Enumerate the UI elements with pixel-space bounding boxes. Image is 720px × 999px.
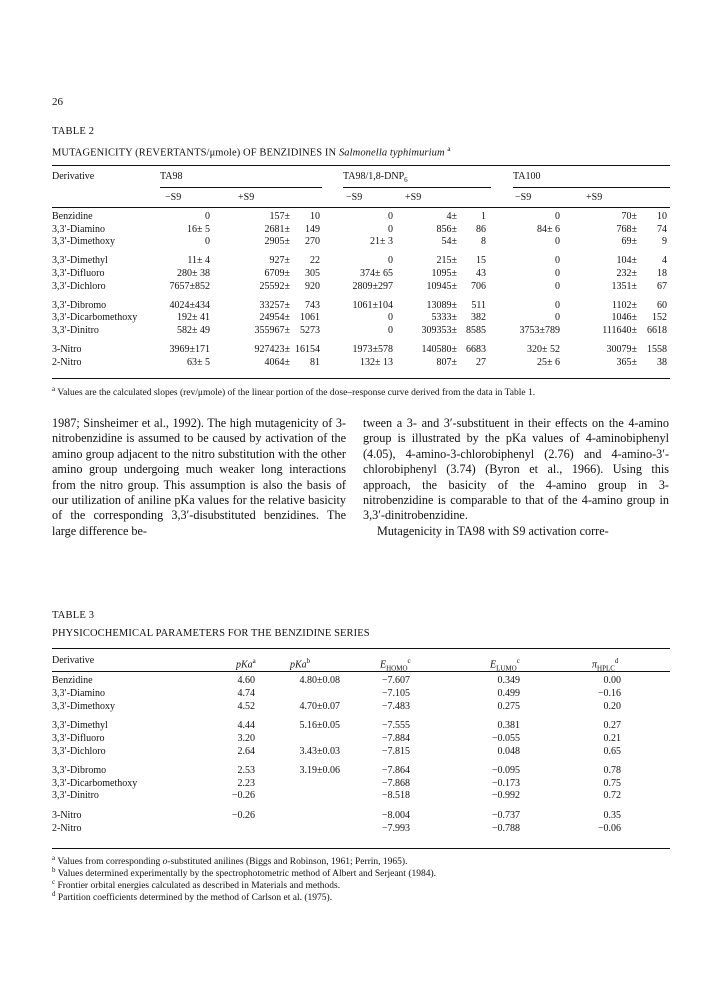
table3-cell-pka-a: 4.74 xyxy=(237,687,255,699)
table2-cell-ta100-plus-err: 152 xyxy=(652,312,667,324)
table2-cell-dnp-plus-err: 27 xyxy=(476,356,486,368)
table2-cell-ta100-minus: 0 xyxy=(555,211,560,222)
table3-row-name: 3,3′-Dimethyl xyxy=(52,719,108,731)
table3-cell-pi: 0.65 xyxy=(603,745,621,757)
table2-cell-dnp-minus: 21± 3 xyxy=(370,236,393,248)
table2-cell-dnp-plus-err: 15 xyxy=(476,255,486,267)
table2-cell-ta100-plus-err: 9 xyxy=(662,236,667,248)
table3-cell-ehomo: −7.864 xyxy=(381,764,410,776)
table2-cell-ta100-minus: 320± 52 xyxy=(527,343,560,355)
table2-cell-ta100-plus-err: 1558 xyxy=(647,343,667,355)
table2-cell-ta98-plus-err: 305 xyxy=(305,267,320,279)
table2-label: TABLE 2 xyxy=(52,126,95,137)
table2-cell-ta100-minus: 0 xyxy=(555,280,560,292)
table2-cell-ta98-minus: 192± 41 xyxy=(177,312,210,324)
table3-cell-pka-a: −0.26 xyxy=(231,809,255,821)
table3-cell-elumo: 0.381 xyxy=(497,719,520,731)
table2-row-name: 3,3′-Diamino xyxy=(52,223,106,235)
table3-cell-pka-a: 4.60 xyxy=(237,675,255,686)
table2-header-ta98-minus: −S9 xyxy=(165,192,182,203)
body-right-paragraph-1: tween a 3- and 3′-substituent in their effects on the 4-amino group is illustrated by the pKa values of 4-aminobiphenyl (4.05), 4-amino-3-chlorobiphenyl (2.76) and 4-amino-3′-chlorobiphenyl (3.74) (Byron et al., 1966). Using this approach, the basicity of the 4-amino group in 3-nitrobenzidine is comparable to that of the 4-amino group in 3,3′-dinitrobenzidine. xyxy=(363,416,669,523)
table2-cell-ta98-minus: 7657±852 xyxy=(169,280,210,292)
table3-row-name: 3-Nitro xyxy=(52,809,82,821)
table3-cell-pka-b: 5.16±0.05 xyxy=(299,719,340,731)
table3-cell-pka-a: 2.53 xyxy=(237,764,255,776)
table2-row-name: 3,3′-Dimethyl xyxy=(52,255,108,267)
table3-label: TABLE 3 xyxy=(52,610,95,621)
table3-cell-pi: −0.06 xyxy=(597,822,621,834)
table2-header-ta100-plus: +S9 xyxy=(586,192,603,203)
table2-cell-ta100-plus-err: 10 xyxy=(657,211,667,222)
table2-row-name: 3,3′-Dicarbomethoxy xyxy=(52,312,138,324)
table2-cell-dnp-minus: 0 xyxy=(388,324,393,336)
table3-top-rule xyxy=(52,648,670,649)
table2-cell-ta98-minus: 11± 4 xyxy=(187,255,210,267)
body-left-column: 1987; Sinsheimer et al., 1992). The high mutagenicity of 3-nitrobenzidine is assumed to be caused by activation of the amino group adjacent to the nitro substitution with the other amino group undergoing much weaker long interactions from the nitro group. This assumption is also the basis of our utilization of aniline pKa values for the relative basicity of the corresponding 3,3′-disubstituted benzidines. The large difference be- xyxy=(52,416,346,538)
table2-cell-ta98-plus: 33257± xyxy=(259,299,290,311)
table2-cell-ta98-minus: 63± 5 xyxy=(187,356,210,368)
table2-cell-dnp-plus: 309353± xyxy=(421,324,457,336)
table3-cell-elumo: −0.737 xyxy=(491,809,520,821)
table2-cell-ta98-minus: 0 xyxy=(205,211,210,222)
table2-cell-dnp-minus: 2809±297 xyxy=(352,280,393,292)
table3-cell-elumo: −0.095 xyxy=(491,764,520,776)
table3-cell-pka-a: 2.23 xyxy=(237,777,255,789)
table3-footnote: $^a$ Values from corresponding o-substituted anilines (Biggs and Robinson, 1961; Perrin, 1965). xyxy=(52,854,408,868)
table2-cell-ta98-plus-err: 270 xyxy=(305,236,320,248)
table2-bottom-rule xyxy=(52,378,670,379)
table2-cell-ta98-minus: 0 xyxy=(205,236,210,248)
table2-cell-dnp-plus-err: 511 xyxy=(471,299,486,311)
table2-cell-ta98-plus-err: 81 xyxy=(310,356,320,368)
table2-cell-ta100-minus: 0 xyxy=(555,299,560,311)
table3-row-name: 3,3′-Dibromo xyxy=(52,764,107,776)
table3-cell-pka-a: −0.26 xyxy=(231,790,255,802)
table3-cell-pka-a: 2.64 xyxy=(237,745,255,757)
table3-cell-pka-b: 3.19±0.06 xyxy=(299,764,340,776)
table3-row-name: 3,3′-Diamino xyxy=(52,687,106,699)
table3-cell-pka-b: 4.70±0.07 xyxy=(299,700,340,712)
table3-cell-ehomo: −7.555 xyxy=(381,719,410,731)
table3-header-pka-a: pKa$^a$ xyxy=(236,657,256,671)
table3-header-elumo: $E_{LUMO}^c$ xyxy=(490,657,520,673)
table3-cell-ehomo: −7.993 xyxy=(381,822,410,834)
table3-header-derivative: Derivative xyxy=(52,655,95,666)
table3-cell-elumo: 0.349 xyxy=(497,675,520,686)
table3-row-name: 2-Nitro xyxy=(52,822,82,834)
table3-cell-ehomo: −8.518 xyxy=(381,790,410,802)
table2-cell-ta98-plus-err: 149 xyxy=(305,223,320,235)
table2-cell-ta98-minus: 3969±171 xyxy=(169,343,210,355)
table3-cell-pka-b: 3.43±0.03 xyxy=(299,745,340,757)
table3-header-pi: $\pi_{HPLC}^d$ xyxy=(592,657,619,673)
table2-header-rule xyxy=(52,207,670,208)
table3-cell-elumo: 0.499 xyxy=(497,687,520,699)
table2-cell-dnp-plus-err: 86 xyxy=(476,223,486,235)
table3-row-name: 3,3′-Dinitro xyxy=(52,790,99,802)
table3-cell-pi: 0.75 xyxy=(603,777,621,789)
table2-cell-dnp-plus: 856± xyxy=(436,223,457,235)
table3-header-rule xyxy=(52,671,670,672)
table2-cell-ta98-plus: 6709± xyxy=(264,267,290,279)
table2-cell-dnp-plus: 4± xyxy=(446,211,457,222)
table3-cell-pka-a: 4.52 xyxy=(237,700,255,712)
table2-cell-dnp-plus: 1095± xyxy=(431,267,457,279)
table3-cell-pi: 0.78 xyxy=(603,764,621,776)
table3-header-ehomo: $E_{HOMO}^c$ xyxy=(380,657,411,673)
table2-cell-dnp-plus: 5333± xyxy=(431,312,457,324)
table2-cell-ta98-plus-err: 743 xyxy=(305,299,320,311)
table2-cell-dnp-minus: 0 xyxy=(388,312,393,324)
table3-cell-ehomo: −7.884 xyxy=(381,732,410,744)
body-right-column xyxy=(363,416,669,539)
table2-title-species: Salmonella typhimurium xyxy=(338,147,445,159)
table2-cell-ta98-minus: 280± 38 xyxy=(177,267,210,279)
table3-cell-elumo: 0.048 xyxy=(497,745,520,757)
table2-cell-ta100-plus: 1351± xyxy=(611,280,637,292)
table2-cell-ta100-minus: 25± 6 xyxy=(537,356,560,368)
table3-cell-pka-a: 4.44 xyxy=(237,719,255,731)
table3-header-pka-b: pKa$^b$ xyxy=(290,657,311,671)
table2-row-name: 3,3′-Difluoro xyxy=(52,267,105,279)
table2-header-ta100-minus: −S9 xyxy=(515,192,532,203)
table2-cell-ta98-minus: 16± 5 xyxy=(187,223,210,235)
table3-footnote: $^d$ Partition coefficients determined by the method of Carlson et al. (1975). xyxy=(52,890,333,904)
table2-cell-dnp-plus: 54± xyxy=(441,236,457,248)
table3-cell-pka-b: 4.80±0.08 xyxy=(299,675,340,686)
table3-row-name: Benzidine xyxy=(52,675,93,686)
table2-cell-ta100-minus: 0 xyxy=(555,312,560,324)
table2-cell-dnp-plus: 215± xyxy=(436,255,457,267)
table2-cell-ta100-plus-err: 6618 xyxy=(647,324,667,336)
table2-top-rule xyxy=(52,165,670,166)
table2-cell-ta100-minus: 0 xyxy=(555,267,560,279)
table3-row-name: 3,3′-Dicarbomethoxy xyxy=(52,777,138,789)
table3-cell-elumo: −0.788 xyxy=(491,822,520,834)
table3-title: PHYSICOCHEMICAL PARAMETERS FOR THE BENZIDINE SERIES xyxy=(52,628,370,639)
body-right-paragraph-2: Mutagenicity in TA98 with S9 activation corre- xyxy=(377,523,609,538)
table2-cell-dnp-minus: 0 xyxy=(388,223,393,235)
table2-cell-ta100-plus: 768± xyxy=(616,223,637,235)
table2-cell-ta98-plus: 927423± xyxy=(254,343,290,355)
table3-cell-elumo: −0.173 xyxy=(491,777,520,789)
table2-header-ta98: TA98 xyxy=(160,171,183,182)
page-number: 26 xyxy=(52,96,63,108)
table2-cell-ta100-plus: 111640± xyxy=(602,324,637,336)
table2-cell-ta98-plus-err: 5273 xyxy=(300,324,320,336)
table2-cell-ta100-minus: 0 xyxy=(555,236,560,248)
table3-row-name: 3,3′-Dichloro xyxy=(52,745,106,757)
table2-cell-ta100-plus: 232± xyxy=(616,267,637,279)
table2-row-name: 3-Nitro xyxy=(52,343,82,355)
table2-header-ta98dnp: $TA98/1,8-DNP_6$ xyxy=(343,171,408,184)
table2-row-name: 3,3′-Dimethoxy xyxy=(52,236,116,248)
table2-cell-ta100-plus-err: 38 xyxy=(657,356,667,368)
table2-cell-dnp-plus-err: 382 xyxy=(471,312,486,324)
table2-cell-dnp-minus: 1061±104 xyxy=(352,299,393,311)
table2-row-name: 3,3′-Dichloro xyxy=(52,280,106,292)
table2-header-ta100: TA100 xyxy=(513,171,541,182)
table3-bottom-rule xyxy=(52,848,670,849)
table2-header-dnp-plus: +S9 xyxy=(405,192,422,203)
table2-cell-ta98-plus-err: 10 xyxy=(310,211,320,222)
table2-cell-ta100-plus-err: 74 xyxy=(657,223,667,235)
table2-cell-dnp-plus-err: 8585 xyxy=(466,324,486,336)
table2-header-derivative: Derivative xyxy=(52,171,95,182)
table2-cell-ta98-plus-err: 22 xyxy=(310,255,320,267)
table2-cell-ta100-plus: 365± xyxy=(616,356,637,368)
table2-cell-dnp-plus: 140580± xyxy=(421,343,457,355)
table3-row-name: 3,3′-Difluoro xyxy=(52,732,105,744)
table3-cell-pi: −0.16 xyxy=(597,687,621,699)
table3-cell-pi: 0.27 xyxy=(603,719,621,731)
table3-cell-pi: 0.00 xyxy=(603,675,621,686)
table3-cell-ehomo: −7.607 xyxy=(381,675,410,686)
table2-cell-ta100-plus-err: 4 xyxy=(662,255,667,267)
table2-footnote: $^a$ Values are the calculated slopes (rev/μmole) of the linear portion of the dose–response curve derived from the data in Table 1. xyxy=(52,385,536,399)
table3-cell-pka-a: 3.20 xyxy=(237,732,255,744)
table2-cell-ta98-plus-err: 16154 xyxy=(295,343,320,355)
table2-cell-dnp-plus-err: 706 xyxy=(471,280,486,292)
table2-cell-ta98-minus: 582± 49 xyxy=(177,324,210,336)
table2-cell-ta100-plus-err: 67 xyxy=(657,280,667,292)
table3-row-name: 3,3′-Dimethoxy xyxy=(52,700,116,712)
table2-cell-ta100-plus-err: 18 xyxy=(657,267,667,279)
table2-cell-dnp-minus: 0 xyxy=(388,255,393,267)
table3-cell-elumo: −0.055 xyxy=(491,732,520,744)
table3-cell-ehomo: −8.004 xyxy=(381,809,410,821)
table2-cell-dnp-minus: 1973±578 xyxy=(352,343,393,355)
table3-cell-pi: 0.35 xyxy=(603,809,621,821)
table2-cell-ta98-plus: 157± xyxy=(269,211,290,222)
table2-cell-dnp-plus-err: 43 xyxy=(476,267,486,279)
table2-cell-dnp-minus: 132± 13 xyxy=(360,356,393,368)
table2-cell-ta100-minus: 0 xyxy=(555,255,560,267)
table3-cell-ehomo: −7.868 xyxy=(381,777,410,789)
table2-cell-dnp-plus: 10945± xyxy=(426,280,457,292)
table2-cell-dnp-plus-err: 1 xyxy=(481,211,486,222)
table3-cell-ehomo: −7.105 xyxy=(381,687,410,699)
table2-ta98-rule xyxy=(160,187,322,188)
table2-cell-ta100-plus: 1046± xyxy=(611,312,637,324)
table3-cell-ehomo: −7.483 xyxy=(381,700,410,712)
table2-cell-dnp-minus: 0 xyxy=(388,211,393,222)
table3-cell-pi: 0.21 xyxy=(603,732,621,744)
table2-cell-ta98-plus: 24954± xyxy=(259,312,290,324)
table2-cell-ta100-plus: 69± xyxy=(621,236,637,248)
table2-row-name: 3,3′-Dibromo xyxy=(52,299,107,311)
table2-cell-ta98-plus: 2681± xyxy=(264,223,290,235)
table2-cell-ta98-plus: 355967± xyxy=(254,324,290,336)
table2-header-ta98-plus: +S9 xyxy=(238,192,255,203)
table3-footnote: $^c$ Frontier orbital energies calculated as described in Materials and methods. xyxy=(52,878,341,892)
table2-cell-ta98-plus-err: 1061 xyxy=(300,312,320,324)
table2-cell-ta100-plus: 104± xyxy=(616,255,637,267)
table2-cell-dnp-plus-err: 6683 xyxy=(466,343,486,355)
table2-cell-ta100-plus: 70± xyxy=(621,211,637,222)
table2-cell-ta100-minus: 3753±789 xyxy=(519,324,560,336)
table2-cell-ta98-minus: 4024±434 xyxy=(169,299,210,311)
table2-title: MUTAGENICITY (REVERTANTS/μmole) OF BENZIDINES IN Salmonella typhimurium $^a$ xyxy=(52,145,451,159)
table2-cell-dnp-plus: 807± xyxy=(436,356,457,368)
table2-cell-ta98-plus-err: 920 xyxy=(305,280,320,292)
table2-cell-ta100-plus-err: 60 xyxy=(657,299,667,311)
table2-row-name: 2-Nitro xyxy=(52,356,82,368)
table2-cell-dnp-plus: 13089± xyxy=(426,299,457,311)
table2-cell-ta100-plus: 30079± xyxy=(606,343,637,355)
table2-row-name: 3,3′-Dinitro xyxy=(52,324,99,336)
table2-dnp-rule xyxy=(343,187,491,188)
table2-cell-dnp-plus-err: 8 xyxy=(481,236,486,248)
table2-cell-ta98-plus: 4064± xyxy=(264,356,290,368)
table2-cell-ta100-minus: 84± 6 xyxy=(537,223,560,235)
table2-header-dnp-minus: −S9 xyxy=(346,192,363,203)
table3-cell-pi: 0.20 xyxy=(603,700,621,712)
table2-cell-ta98-plus: 927± xyxy=(269,255,290,267)
table2-cell-ta98-plus: 2905± xyxy=(264,236,290,248)
table2-ta100-rule xyxy=(513,187,670,188)
table3-cell-elumo: −0.992 xyxy=(491,790,520,802)
table2-cell-dnp-minus: 374± 65 xyxy=(360,267,393,279)
table3-cell-ehomo: −7.815 xyxy=(381,745,410,757)
table3-footnote: $^b$ Values determined experimentally by the spectrophotometric method of Albert and Serjeant (1984). xyxy=(52,866,437,880)
table3-cell-pi: 0.72 xyxy=(603,790,621,802)
table3-cell-elumo: 0.275 xyxy=(497,700,520,712)
table2-row-name: Benzidine xyxy=(52,211,93,222)
table2-cell-ta98-plus: 25592± xyxy=(259,280,290,292)
table2-cell-ta100-plus: 1102± xyxy=(611,299,637,311)
